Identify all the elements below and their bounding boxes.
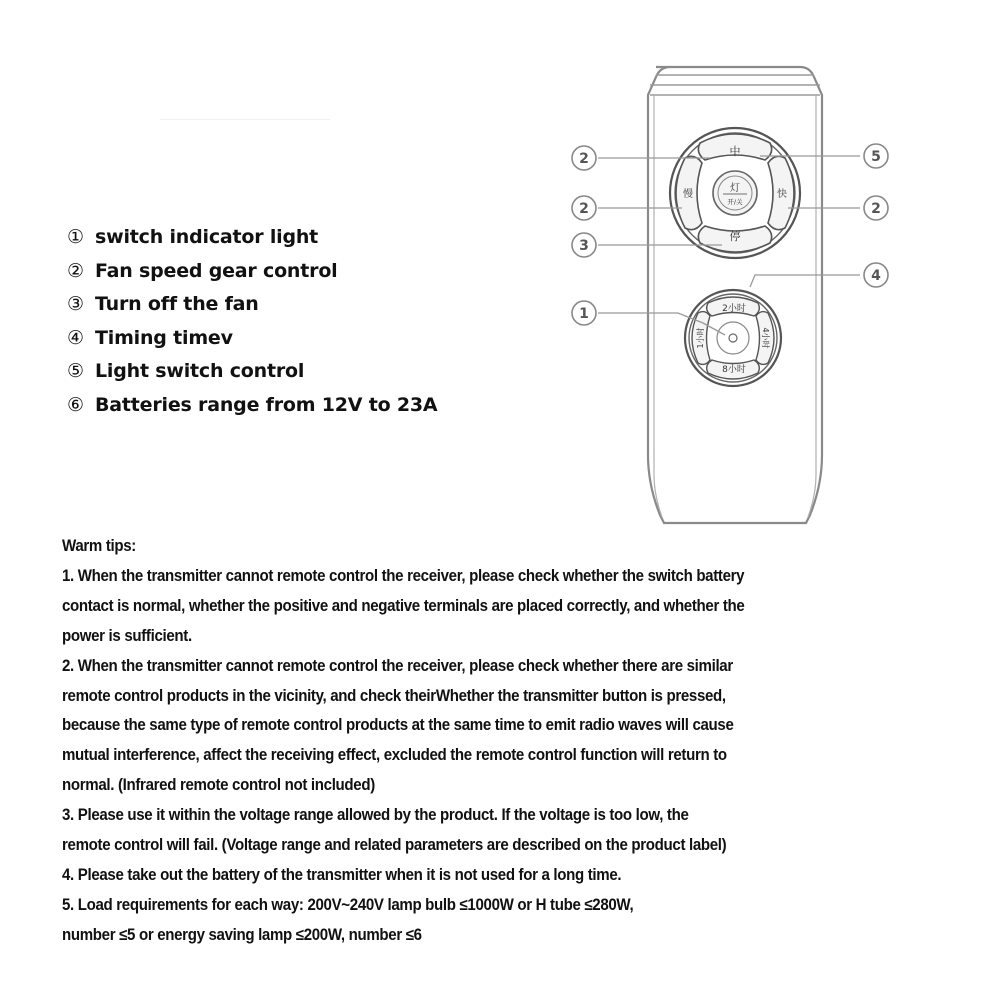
legend-number: ⑤	[67, 360, 84, 383]
timer-8h-label: 8小时	[722, 365, 746, 375]
legend-label: switch indicator light	[95, 226, 319, 248]
remote-control-diagram	[560, 55, 900, 530]
legend-number: ①	[67, 226, 84, 248]
callout-number: 4	[871, 268, 881, 284]
legend-label: Light switch control	[95, 360, 305, 383]
tip-line: 4. Please take out the battery of the transmitter when it is not used for a long time.	[62, 865, 622, 884]
legend-number: ②	[67, 259, 84, 282]
function-legend	[67, 222, 487, 424]
callout-number: 2	[579, 201, 589, 217]
legend-item	[67, 222, 487, 256]
tip-line: contact is normal, whether the positive and negative terminals are placed correctly, and whether the	[62, 596, 745, 615]
tip-line: mutual interference, affect the receiving effect, excluded the remote control function will return to	[62, 746, 727, 765]
callout-number: 5	[871, 149, 881, 165]
timer-2h-label: 2小时	[722, 304, 746, 314]
tip-line: power is sufficient.	[62, 626, 192, 645]
tip-line: remote control products in the vicinity, and check theirWhether the transmitter button is pressed,	[62, 686, 726, 705]
tip-line: because the same type of remote control products at the same time to emit radio waves will cause	[62, 716, 734, 735]
legend-item	[67, 256, 487, 290]
callout-number: 2	[871, 201, 881, 217]
callout-number: 2	[579, 151, 589, 167]
legend-item	[67, 356, 487, 390]
fan-stop-label: 停	[729, 230, 741, 243]
light-toggle-label: 开/关	[727, 198, 743, 206]
warm-tips	[62, 532, 927, 951]
fan-fast-label: 快	[777, 189, 787, 200]
tip-line: number ≤5 or energy saving lamp ≤200W, number ≤6	[62, 925, 422, 944]
tip-line: 1. When the transmitter cannot remote control the receiver, please check whether the switch battery	[62, 566, 745, 585]
tips-heading: Warm tips:	[62, 537, 136, 555]
legend-item	[67, 323, 487, 357]
legend-number: ④	[67, 326, 84, 349]
legend-number: ⑥	[67, 393, 84, 416]
tip-line: normal. (Infrared remote control not included)	[62, 776, 375, 795]
tip-line: 3. Please use it within the voltage range allowed by the product. If the voltage is too low, the	[62, 806, 689, 825]
decorative-divider	[160, 119, 330, 120]
timer-4h-label: 4小时	[761, 327, 770, 349]
tip-line: 2. When the transmitter cannot remote control the receiver, please check whether there are similar	[62, 656, 733, 675]
legend-label: Timing timev	[95, 326, 233, 349]
light-label: 灯	[730, 183, 740, 194]
tip-line: 5. Load requirements for each way: 200V~240V lamp bulb ≤1000W or H tube ≤280W,	[62, 895, 634, 914]
timer-1h-label: 1小时	[696, 327, 705, 349]
fan-control-pad	[670, 128, 800, 258]
legend-label: Turn off the fan	[95, 293, 259, 316]
callout-number: 1	[579, 306, 589, 322]
legend-label: Batteries range from 12V to 23A	[95, 393, 438, 416]
legend-number: ③	[67, 293, 84, 316]
legend-label: Fan speed gear control	[95, 259, 338, 282]
legend-item	[67, 289, 487, 323]
legend-item	[67, 390, 487, 424]
timer-control-pad	[685, 290, 781, 386]
fan-slow-label: 慢	[683, 189, 693, 200]
tip-line: remote control will fail. (Voltage range and related parameters are described on the product label)	[62, 836, 727, 855]
fan-medium-label: 中	[729, 145, 741, 158]
callout-number: 3	[579, 238, 589, 254]
